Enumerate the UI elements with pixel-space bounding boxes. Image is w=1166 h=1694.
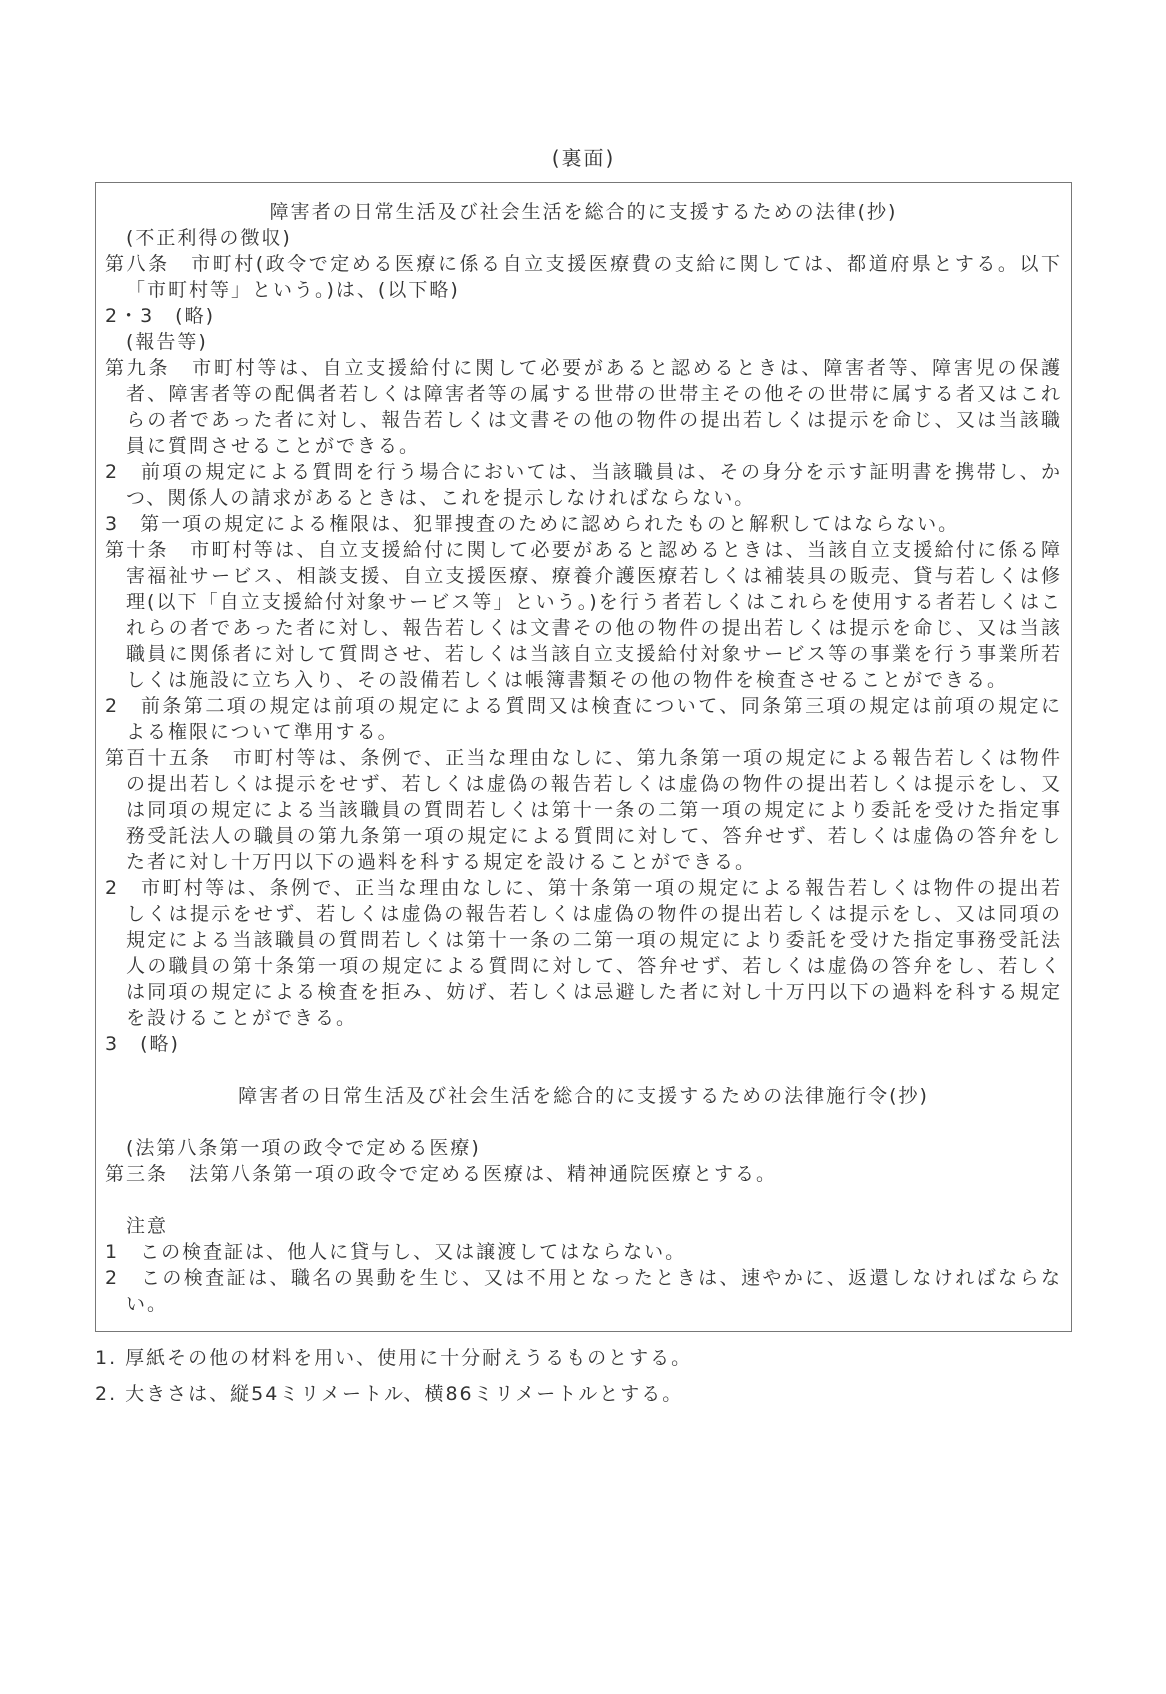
law-paragraph: 1 この検査証は、他人に貸与し、又は譲渡してはならない。 [105,1241,687,1263]
law-paragraph: 注意 [126,1215,169,1237]
law-paragraph: 第百十五条 市町村等は、条例で、正当な理由なしに、第九条第一項の規定による報告若しくは物件の提出若しくは提示をせず、若しくは虚偽の報告若しくは虚偽の物件の提出若しくは提示をし、又は同項の規定による当該職員の質問若しくは第十一条の二第一項の規定により委託を受けた指定事務受託法人の職員の第九条第一項の規定による質問に対して、答弁せず、若しくは虚偽の答弁をした者に対し十万円以下の過料を科する規定を設けることができる。 [105,747,1062,873]
back-side-label: (裏面) [551,146,616,170]
law-paragraph: 3 (略) [105,1033,180,1055]
law-paragraph: 第三条 法第八条第一項の政令で定める医療は、精神通院医療とする。 [105,1163,778,1185]
law-paragraph: 3 第一項の規定による権限は、犯罪捜査のために認められたものと解釈してはならない。 [105,513,960,535]
law-paragraph: 2 前項の規定による質問を行う場合においては、当該職員は、その身分を示す証明書を携帯し、かつ、関係人の請求があるときは、これを提示しなければならない。 [105,461,1062,509]
notes-list [95,1345,1072,1407]
law-paragraph: 2 市町村等は、条例で、正当な理由なしに、第十条第一項の規定による報告若しくは物件の提出若しくは提示をせず、若しくは虚偽の報告若しくは虚偽の物件の提出若しくは提示をし、又は同項の規定による当該職員の質問若しくは第十一条の二第一項の規定により委託を受けた指定事務受託法人の職員の第十条第一項の規定による質問に対して、答弁せず、若しくは虚偽の答弁をし、若しくは同項の規定による検査を拒み、妨げ、若しくは忌避した者に対し十万円以下の過料を科する規定を設けることができる。 [105,877,1062,1029]
law-paragraph: 第十条 市町村等は、自立支援給付に関して必要があると認めるときは、当該自立支援給付に係る障害福祉サービス、相談支援、自立支援医療、療養介護医療若しくは補装具の販売、貸与若しくは修理(以下「自立支援給付対象サービス等」という。)を行う者若しくはこれらを使用する者若しくはこれらの者であった者に対し、報告若しくは文書その他の物件の提出若しくは提示を命じ、又は当該職員に関係者に対して質問させ、若しくは当該自立支援給付対象サービス等の事業を行う事業所若しくは施設に立ち入り、その設備若しくは帳簿書類その他の物件を検査させることができる。 [105,539,1062,691]
law-paragraph: (不正利得の徴収) [126,227,292,249]
law-paragraph: 第八条 市町村(政令で定める医療に係る自立支援医療費の支給に関しては、都道府県とする。以下「市町村等」という。)は、(以下略) [105,253,1062,301]
law-paragraph: 2・3 (略) [105,305,216,327]
law-paragraph: (報告等) [126,331,208,353]
material-note: 2. 大きさは、縦54ミリメートル、横86ミリメートルとする。 [95,1383,684,1405]
law-paragraph: 2 この検査証は、職名の異動を生じ、又は不用となったときは、速やかに、返還しなければならない。 [105,1267,1062,1315]
law-paragraph: 第九条 市町村等は、自立支援給付に関して必要があると認めるときは、障害者等、障害児の保護者、障害者等の配偶者若しくは障害者等の属する世帯の世帯主その他その世帯に属する者又はこれらの者であった者に対し、報告若しくは文書その他の物件の提出若しくは提示を命じ、又は当該職員に質問させることができる。 [105,357,1062,457]
law-paragraph: 障害者の日常生活及び社会生活を総合的に支援するための法律施行令(抄) [238,1085,929,1107]
content-column [95,146,1072,1407]
material-note: 1. 厚紙その他の材料を用い、使用に十分耐えうるものとする。 [95,1347,693,1369]
law-paragraph: (法第八条第一項の政令で定める医療) [126,1137,481,1159]
law-box-content [105,199,1062,1317]
law-text-box [95,182,1072,1332]
law-paragraph: 2 前条第二項の規定は前項の規定による質問又は検査について、同条第三項の規定は前項の規定による権限について準用する。 [105,695,1062,743]
law-paragraph: 障害者の日常生活及び社会生活を総合的に支援するための法律(抄) [269,201,898,223]
